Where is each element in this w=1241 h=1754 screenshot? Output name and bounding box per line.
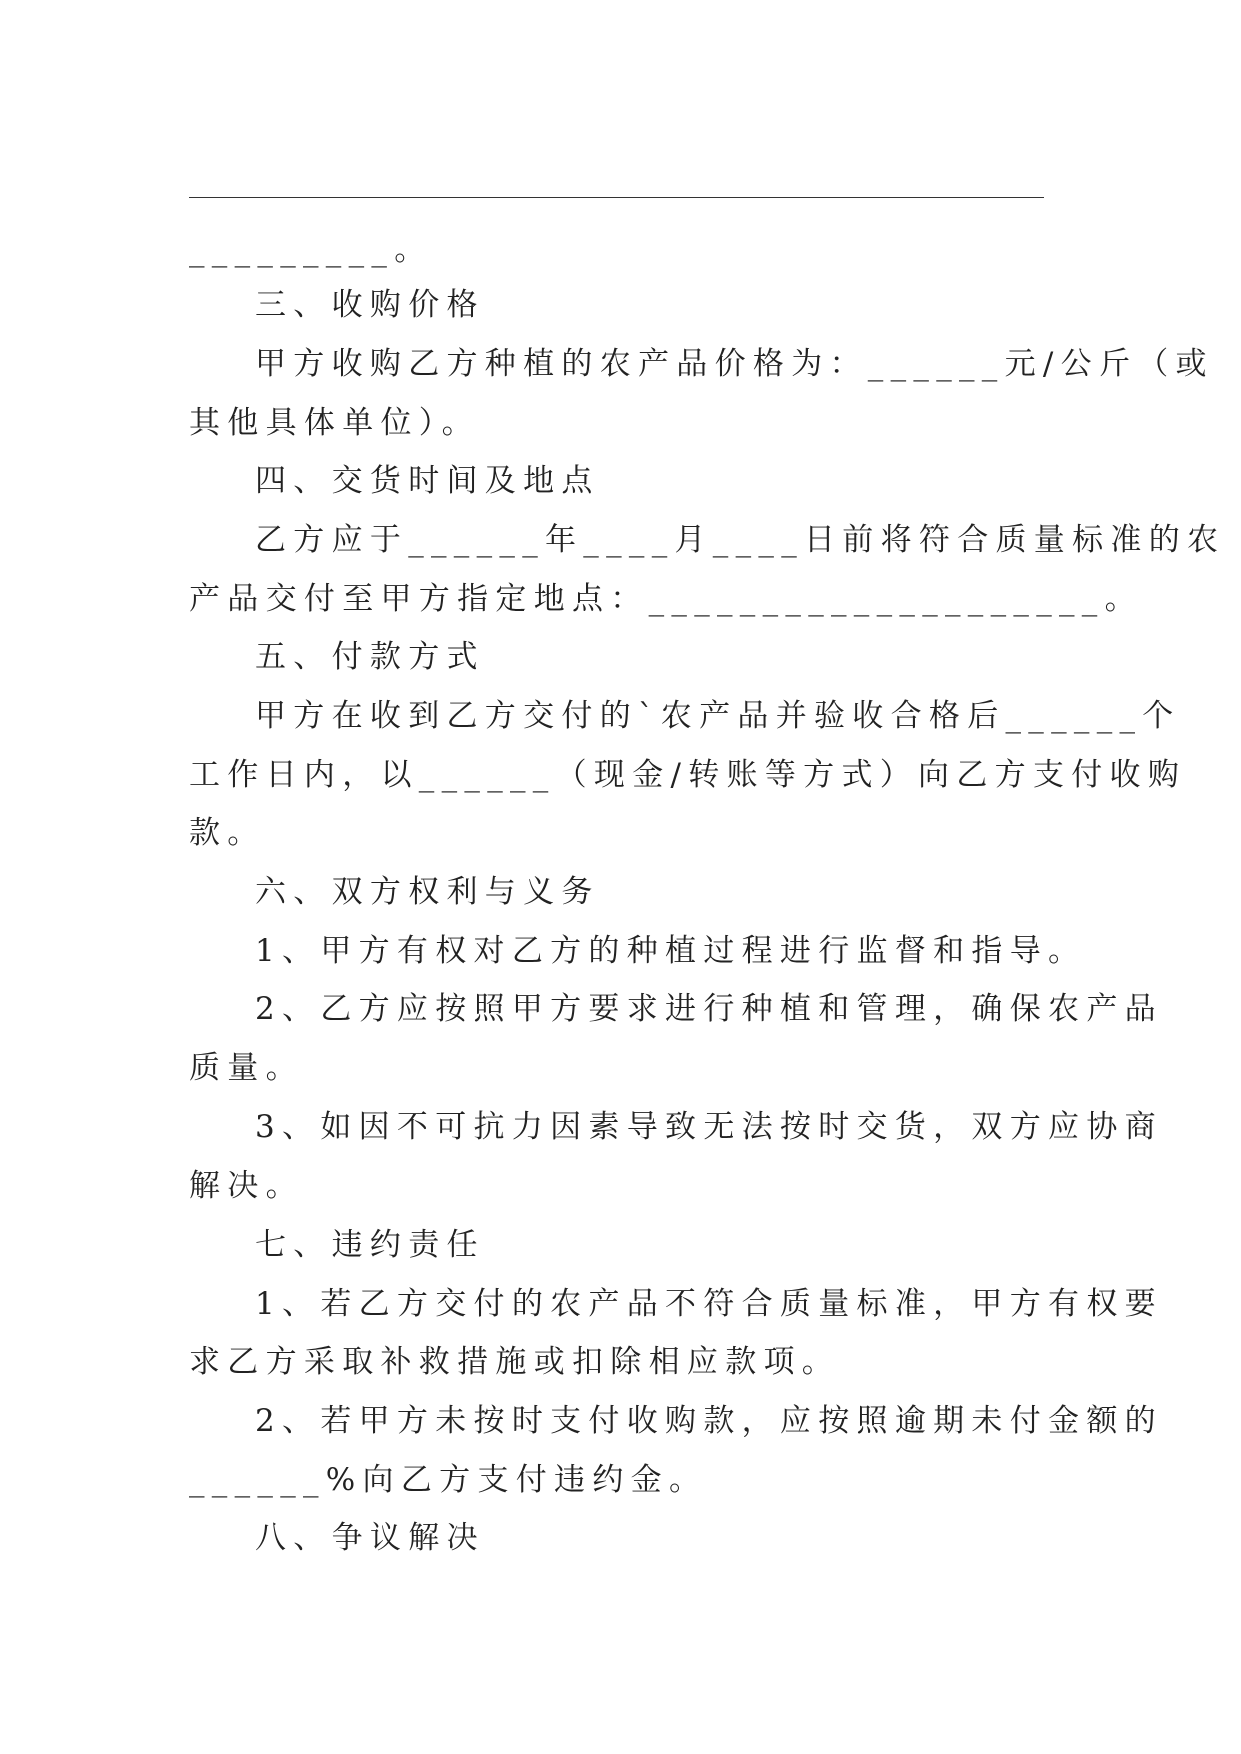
- text-line: 求乙方采取补救措施或扣除相应款项。: [189, 1344, 841, 1380]
- text-line: 质量。: [189, 1050, 304, 1086]
- section-heading-dispute: 八、争议解决: [255, 1520, 485, 1556]
- section-heading-rights: 六、双方权利与义务: [255, 874, 600, 910]
- text-line: 2、若甲方未按时支付收购款，应按照逾期未付金额的: [255, 1403, 1163, 1439]
- blank-fill-line: [189, 197, 1044, 198]
- text-line: 解决。: [189, 1168, 304, 1204]
- section-heading-delivery: 四、交货时间及地点: [255, 463, 600, 499]
- text-line: 工作日内，以______（现金/转账等方式）向乙方支付收购: [189, 757, 1187, 793]
- text-line: 甲方收购乙方种植的农产品价格为：______元/公斤（或: [255, 346, 1214, 382]
- section-heading-payment: 五、付款方式: [255, 639, 485, 675]
- section-heading-price: 三、收购价格: [255, 287, 485, 323]
- section-heading-liability: 七、违约责任: [255, 1227, 485, 1263]
- text-line: _________。: [189, 232, 433, 268]
- text-line: ______%向乙方支付违约金。: [189, 1462, 708, 1498]
- text-line: 2、乙方应按照甲方要求进行种植和管理，确保农产品: [255, 991, 1163, 1027]
- text-line: 产品交付至甲方指定地点：____________________。: [189, 581, 1143, 617]
- text-line: 甲方在收到乙方交付的`农产品并验收合格后______个: [255, 698, 1181, 734]
- text-line: 乙方应于______年____月____日前将符合质量标准的农: [255, 522, 1226, 558]
- text-line: 其他具体单位）。: [189, 405, 480, 441]
- text-line: 1、甲方有权对乙方的种植过程进行监督和指导。: [255, 933, 1087, 969]
- text-line: 款。: [189, 815, 266, 851]
- text-line: 3、如因不可抗力因素导致无法按时交货，双方应协商: [255, 1109, 1163, 1145]
- text-line: 1、若乙方交付的农产品不符合质量标准，甲方有权要: [255, 1286, 1163, 1322]
